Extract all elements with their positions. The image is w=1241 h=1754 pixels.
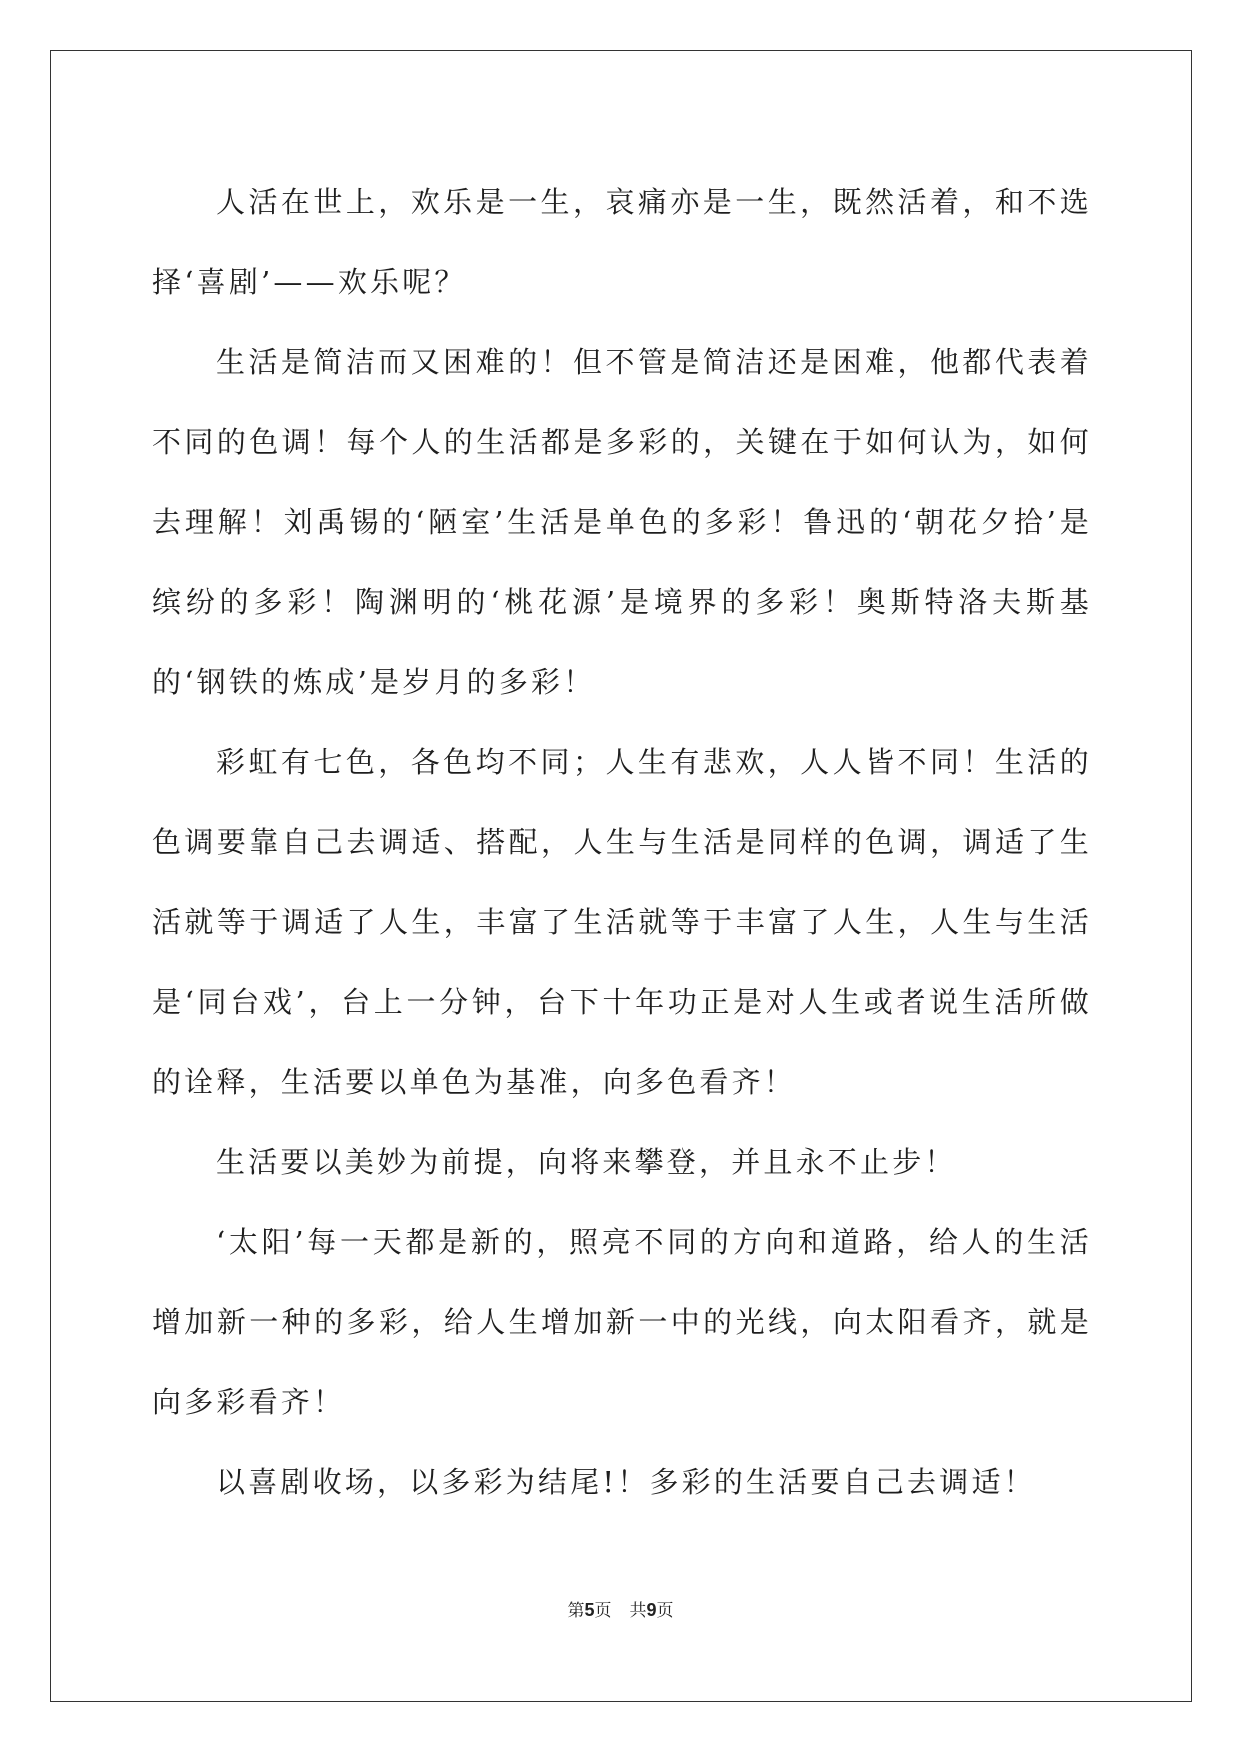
current-page-number: 5 (584, 1600, 595, 1620)
total-page-number: 9 (646, 1600, 657, 1620)
document-body (152, 162, 1092, 1522)
page-unit: 页 (594, 1601, 612, 1621)
paragraph-6: 以喜剧收场，以多彩为结尾!！多彩的生活要自己去调适！ (216, 1465, 1036, 1499)
paragraph-1: 人活在世上，欢乐是一生，哀痛亦是一生，既然活着，和不选择‘喜剧’——欢乐呢？ (152, 185, 1092, 299)
total-prefix: 共 (629, 1601, 647, 1621)
total-unit: 页 (656, 1601, 674, 1621)
paragraph-4: 生活要以美妙为前提，向将来攀登，并且永不止步！ (216, 1145, 957, 1179)
paragraph-5: ‘太阳’每一天都是新的，照亮不同的方向和道路，给人的生活增加新一种的多彩，给人生增加新一中的光线，向太阳看齐，就是向多彩看齐！ (152, 1225, 1092, 1419)
page-footer (0, 1596, 1241, 1621)
page-prefix: 第 (567, 1601, 585, 1621)
paragraph-3: 彩虹有七色，各色均不同；人生有悲欢，人人皆不同！生活的色调要靠自己去调适、搭配，人生与生活是同样的色调，调适了生活就等于调适了人生，丰富了生活就等于丰富了人生，人生与生活是‘同台戏’，台上一分钟，台下十年功正是对人生或者说生活所做的诠释，生活要以单色为基准，向多色看齐！ (152, 745, 1092, 1099)
paragraph-2: 生活是简洁而又困难的！但不管是简洁还是困难，他都代表着不同的色调！每个人的生活都是多彩的，关键在于如何认为，如何去理解！刘禹锡的‘陋室’生活是单色的多彩！鲁迅的‘朝花夕拾’是缤纷的多彩！陶渊明的‘桃花源’是境界的多彩！奥斯特洛夫斯基的‘钢铁的炼成’是岁月的多彩！ (152, 345, 1092, 699)
